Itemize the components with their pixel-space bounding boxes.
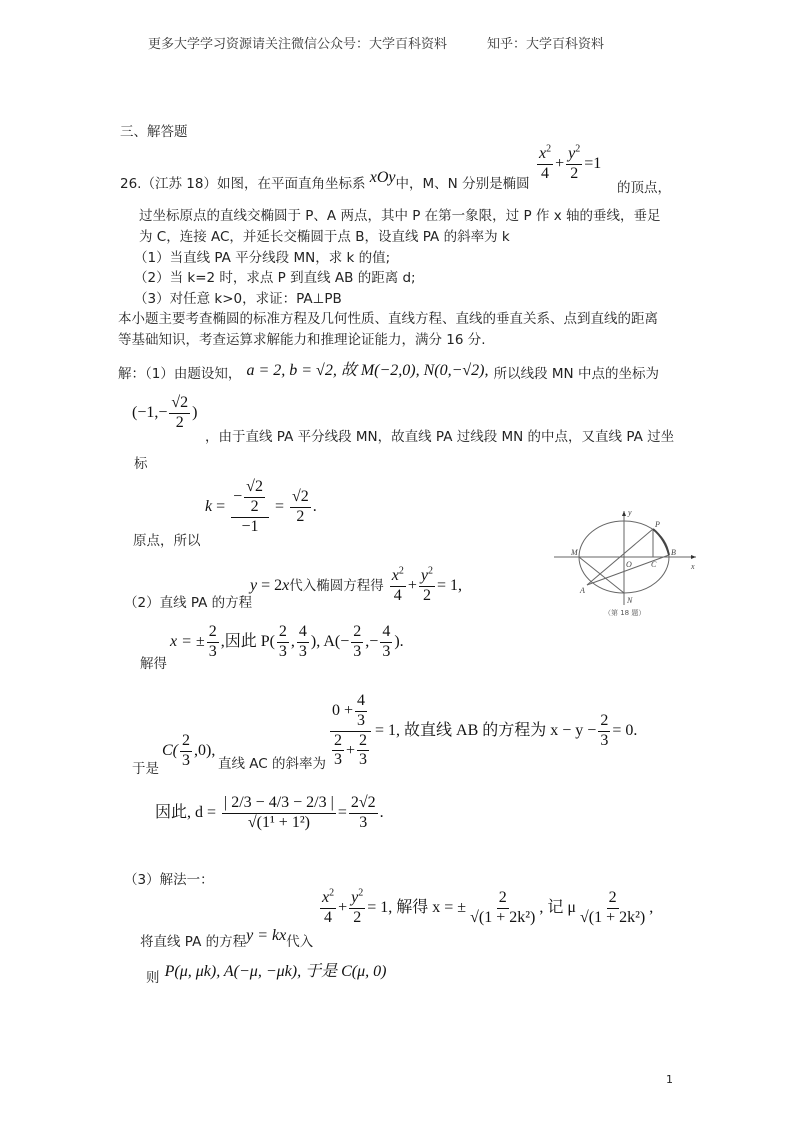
solve-label: 解得	[140, 656, 167, 672]
slope-equation: 0 + $\frac{4}{3}$ $\frac{2}{3}$ + $\frac{2}{3}$ = 1, 故直线 AB 的方程为 x − y − $\frac{2}{3}$ = 0.	[332, 692, 638, 769]
solution-1-cont: ，由于直线 PA 平分线段 MN，故直线 PA 过线段 MN 的中点，又直线 PA 过坐	[205, 429, 675, 445]
note-line-2: 等基础知识，考查运算求解能力和推理论证能力，满分 16 分.	[118, 332, 486, 348]
solution-2-label: （2）直线 PA 的方程	[124, 595, 253, 611]
problem-line-1: 26.（江苏 18）如图，在平面直角坐标系 xOy中，M、N 分别是椭圆	[120, 169, 530, 192]
svg-text:O: O	[626, 560, 632, 569]
k-equation: k = − $\frac{√2}{2}$ −1 = $\frac{√2}{2}$ .	[205, 478, 317, 535]
svg-text:A: A	[580, 586, 585, 595]
svg-text:P: P	[655, 520, 660, 529]
solution-3-label: （3）解法一：	[124, 872, 214, 888]
svg-text:C: C	[651, 560, 657, 569]
solution-3-final: $_则$ P(μ, μk), A(−μ, −μk), 于是 C(μ, 0)	[146, 963, 387, 986]
solution-1-line: 解：（1）由题设知， a = 2, b = √2, 故 M(−2,0), N(0,−√2), 所以线段 MN 中点的坐标为	[118, 362, 659, 382]
header-left: 更多大学学习资源请关注微信公众号：大学百科资料	[148, 37, 448, 52]
svg-text:M: M	[571, 548, 578, 557]
solution-2-equation: y = 2x代入椭圆方程得 $\frac{x^2}{4}$ + $\frac{y^2}{2}$ = 1,	[250, 565, 463, 604]
question-2: （2）当 k=2 时，求点 P 到直线 AB 的距离 d;	[134, 270, 416, 286]
solution-2-points: x = ± $\frac{2}{3}$ ,因此 P( $\frac{2}{3}$ , $\frac{4}{3}$ ), A(− $\frac{2}{3}$ ,− $\frac{4}{3}$ ).	[170, 623, 404, 660]
distance-equation: 因此, d = $\frac{| 2/3 - 4/3 - 2/3 |}{\text{√(1¹ + 1²)}}$ = $\frac{2√2}{3}$ .	[155, 794, 384, 831]
problem-line-2: 过坐标原点的直线交椭圆于 P、A 两点，其中 P 在第一象限，过 P 作 x 轴的垂线，垂足	[139, 208, 661, 224]
ac-slope-label: 直线 AC 的斜率为	[218, 756, 327, 772]
svg-text:B: B	[671, 548, 676, 557]
question-1: （1）当直线 PA 平分线段 MN，求 k 的值;	[134, 250, 391, 266]
section-title: 三、解答题	[120, 124, 188, 140]
solution-3-equation: $\frac{x^2}{4}$ + $\frac{y^2}{2}$ = 1, 解得 x = ± $\frac{2}{\text{√(1 + 2k²)}}$ , 记 μ $\frac{2}{\text{√(1 + 2k²)}}$ ,	[322, 887, 654, 926]
page-header	[148, 33, 604, 52]
solution-1-cont2: 标	[134, 456, 148, 472]
solution-1-end: 原点，所以	[133, 533, 201, 549]
svg-text:N: N	[627, 596, 633, 605]
svg-text:y: y	[628, 508, 632, 517]
ellipse-figure	[550, 507, 700, 619]
header-right: 知乎：大学百科资料	[487, 37, 605, 52]
midpoint: (−1,− $\frac{√2}{2}$ )	[132, 394, 198, 431]
problem-line-3: 为 C，连接 AC，并延长交椭圆于点 B，设直线 PA 的斜率为 k	[139, 229, 510, 245]
ellipse-diagram-icon	[550, 507, 700, 619]
question-3: （3）对任意 k>0，求证：PA⊥PB	[134, 291, 342, 307]
problem-line-1-tail: 的顶点，	[617, 180, 671, 196]
solution-3-a: 将直线 PA 的方程y = kx代入	[140, 927, 314, 950]
svg-text:x: x	[691, 562, 695, 571]
note-line-1: 本小题主要考查椭圆的标准方程及几何性质、直线方程、直线的垂直关系、点到直线的距离	[118, 311, 658, 327]
page-number: 1	[666, 1073, 673, 1086]
so-label: 于是	[132, 761, 159, 777]
ellipse-equation: $\frac{x^2}{4}$ + $\frac{y^2}{2}$ =1	[539, 143, 602, 182]
svg-text:（第 18 题）: （第 18 题）	[604, 609, 646, 617]
point-c: C( $\frac{2}{3}$ ,0),	[162, 732, 216, 769]
